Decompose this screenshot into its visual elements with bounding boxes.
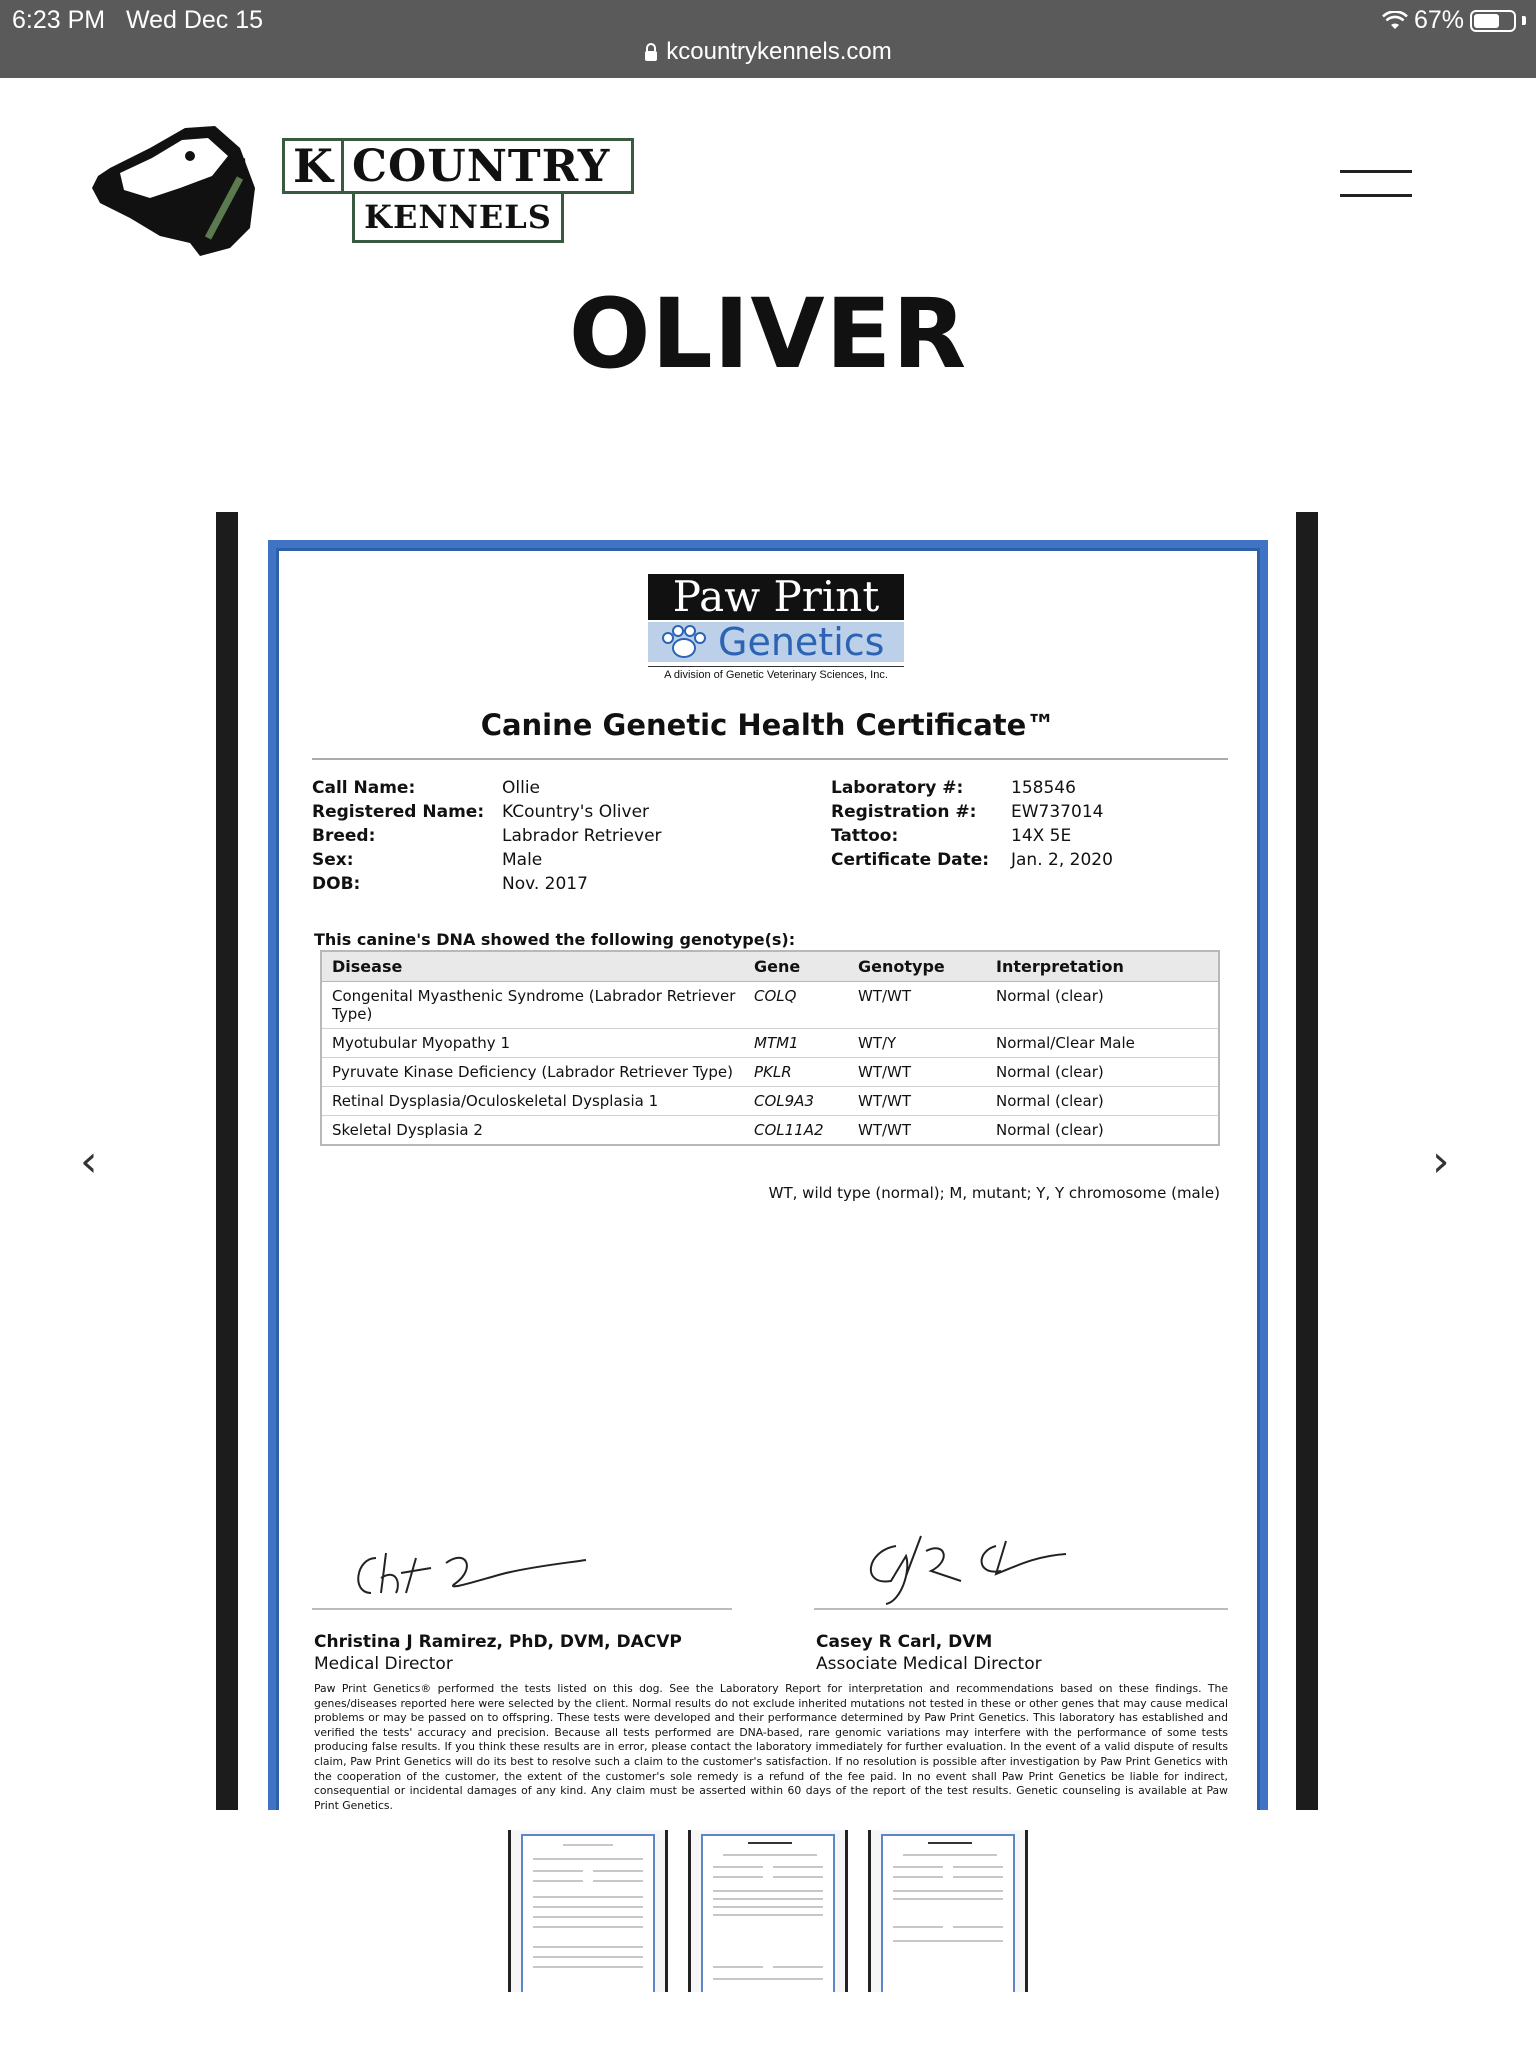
kennel-logo[interactable]: [282, 138, 634, 270]
signature-carl: [836, 1526, 1096, 1606]
info-label: Registration #:: [831, 802, 977, 822]
battery-tip: [1522, 16, 1526, 25]
certificate-image: [268, 540, 1268, 1810]
status-indicators: [1382, 6, 1526, 35]
dog-head-logo-icon[interactable]: [90, 118, 258, 258]
info-label: Tattoo:: [831, 826, 899, 846]
thumbnail-coat-color-certificate[interactable]: [868, 1830, 1028, 1992]
info-value: Ollie: [502, 778, 541, 798]
info-row: [831, 776, 1113, 800]
signatory-name: Christina J Ramirez, PhD, DVM, DACVP: [314, 1632, 682, 1652]
thumbnail-strip: [508, 1830, 1028, 1992]
genotype-cell: WT/WT: [858, 1121, 912, 1139]
logo-k: K: [285, 141, 344, 191]
thumbnail-page: [701, 1834, 835, 1992]
thumbnail-page: [521, 1834, 655, 1992]
thumbnail-laboratory-report[interactable]: [508, 1830, 668, 1992]
header-gene: Gene: [754, 957, 801, 976]
info-row: [831, 824, 1113, 848]
signature-line-right: [814, 1608, 1228, 1610]
genotype-cell: WT/WT: [858, 1092, 912, 1110]
info-value: KCountry's Oliver: [502, 802, 650, 822]
gene-cell: COL9A3: [754, 1092, 814, 1110]
info-value: Jan. 2, 2020: [1011, 850, 1113, 870]
dna-heading: This canine's DNA showed the following genotype(s):: [314, 930, 796, 949]
info-value: 14X 5E: [1011, 826, 1072, 846]
info-value: Labrador Retriever: [502, 826, 662, 846]
info-row: [831, 848, 1113, 872]
info-label: Call Name:: [312, 778, 416, 798]
logo-top-box: [282, 138, 634, 194]
signature-line-left: [312, 1608, 732, 1610]
interpretation-cell: Normal (clear): [996, 1063, 1104, 1081]
battery-percent: 67%: [1413, 6, 1464, 34]
certificate-title: Canine Genetic Health Certificate™: [480, 708, 1056, 742]
thumbnail-health-certificate[interactable]: [688, 1830, 848, 1992]
disease-cell: Retinal Dysplasia/Oculoskeletal Dysplasia 1: [332, 1092, 659, 1110]
hamburger-menu-button[interactable]: [1340, 170, 1412, 198]
genotype-table: [320, 950, 1220, 1146]
disclaimer-text: Paw Print Genetics® performed the tests listed on this dog. See the Laboratory Report for interpretation and recommendations based on these findings. The genes/diseases reported here were selected by the client. Normal results do not exclude inherited mutations not tested in these or other genes that may cause medical problems or may be passed on to offspring. These tests were developed and their performance determined by Paw Print Genetics. This laboratory has established and verified the tests' accuracy and precision. Because all tests performed are DNA-based, rare genomic variations may interfere with the performance of some tests producing false results. If you think these results are in error, please contact the laboratory immediately for further evaluation. In the event of a valid dispute of results claim, Paw Print Genetics will do its best to resolve such a claim to the customer's satisfaction. If no resolution is possible after investigation by Paw Print Genetics with the cooperation of the customer, the extent of the customer's sole remedy is a refund of the fee paid. In no event shall Paw Print Genetics be liable for indirect, consequential or incidental damages of any kind. Any claim must be asserted within 60 days of the report of the test results. Genetic counseling is available at Paw Print Genetics.: [314, 1682, 1228, 1810]
info-value: Male: [502, 850, 543, 870]
dog-info-right: [831, 776, 1113, 872]
interpretation-cell: Normal (clear): [996, 1121, 1104, 1139]
paw-icon: [656, 624, 712, 660]
genotype-legend: WT, wild type (normal); M, mutant; Y, Y chromosome (male): [768, 1184, 1220, 1202]
info-row: [312, 848, 662, 872]
logo-kennels: KENNELS: [352, 191, 564, 243]
header-genotype: Genotype: [858, 957, 945, 976]
thumbnail-page: [881, 1834, 1015, 1992]
interpretation-cell: Normal/Clear Male: [996, 1034, 1135, 1052]
gene-cell: MTM1: [754, 1034, 799, 1052]
signatory-title: Associate Medical Director: [816, 1654, 1042, 1674]
battery-icon: [1470, 10, 1516, 32]
divider: [312, 758, 1228, 760]
site-header: [0, 78, 1536, 278]
wifi-icon: [1382, 11, 1408, 31]
chevron-left-icon[interactable]: ‹: [80, 1136, 98, 1187]
info-row: [312, 800, 662, 824]
hamburger-icon-line-top: [1340, 170, 1412, 173]
info-label: Laboratory #:: [831, 778, 964, 798]
page-title: OLIVER: [568, 278, 968, 390]
dog-info-left: [312, 776, 662, 896]
status-time: 6:23 PM Wed Dec 15: [12, 6, 264, 34]
info-label: Certificate Date:: [831, 850, 990, 870]
url-text: kcountrykennels.com: [666, 38, 892, 65]
brand-top: Paw Print: [648, 574, 904, 620]
info-label: Sex:: [312, 850, 354, 870]
table-row: [322, 1087, 1218, 1116]
info-value: Nov. 2017: [502, 874, 588, 894]
signatory-title: Medical Director: [314, 1654, 453, 1674]
disease-cell: Pyruvate Kinase Deficiency (Labrador Retriever Type): [332, 1063, 734, 1081]
genotype-cell: WT/WT: [858, 1063, 912, 1081]
info-row: [312, 776, 662, 800]
address-bar[interactable]: [0, 38, 1536, 66]
table-row: [322, 982, 1218, 1029]
table-row: [322, 1029, 1218, 1058]
gene-cell: COL11A2: [754, 1121, 824, 1139]
lock-icon: [644, 43, 658, 61]
signature-ramirez: [336, 1538, 596, 1608]
table-row: [322, 1058, 1218, 1087]
info-label: Registered Name:: [312, 802, 485, 822]
info-value: EW737014: [1011, 802, 1104, 822]
info-row: [831, 800, 1113, 824]
hamburger-icon-line-bottom: [1340, 194, 1412, 197]
disease-cell: Myotubular Myopathy 1: [332, 1034, 510, 1052]
brand-division: A division of Genetic Veterinary Sciences, Inc.: [648, 666, 904, 681]
gallery-frame-right: [1296, 512, 1318, 1810]
paw-print-genetics-logo: [648, 574, 904, 684]
header-interpretation: Interpretation: [996, 957, 1124, 976]
info-row: [312, 824, 662, 848]
gallery-frame-left: [216, 512, 238, 1810]
chevron-right-icon[interactable]: ›: [1432, 1136, 1450, 1187]
info-label: DOB:: [312, 874, 361, 894]
signatory-name: Casey R Carl, DVM: [816, 1632, 993, 1652]
genotype-cell: WT/WT: [858, 987, 912, 1005]
brand-bottom-band: [648, 622, 904, 662]
interpretation-cell: Normal (clear): [996, 987, 1104, 1005]
gene-cell: PKLR: [754, 1063, 792, 1081]
status-bar: [0, 0, 1536, 78]
table-header: [322, 952, 1218, 982]
interpretation-cell: Normal (clear): [996, 1092, 1104, 1110]
logo-country: COUNTRY: [351, 140, 611, 192]
disease-cell: Congenital Myasthenic Syndrome (Labrador Retriever Type): [332, 987, 736, 1023]
gene-cell: COLQ: [754, 987, 797, 1005]
info-row: [312, 872, 662, 896]
header-disease: Disease: [332, 957, 403, 976]
brand-bottom: Genetics: [718, 620, 885, 664]
image-gallery[interactable]: [216, 512, 1318, 1810]
info-label: Breed:: [312, 826, 376, 846]
disease-cell: Skeletal Dysplasia 2: [332, 1121, 483, 1139]
genotype-cell: WT/Y: [858, 1034, 897, 1052]
table-row: [322, 1116, 1218, 1144]
info-value: 158546: [1011, 778, 1076, 798]
